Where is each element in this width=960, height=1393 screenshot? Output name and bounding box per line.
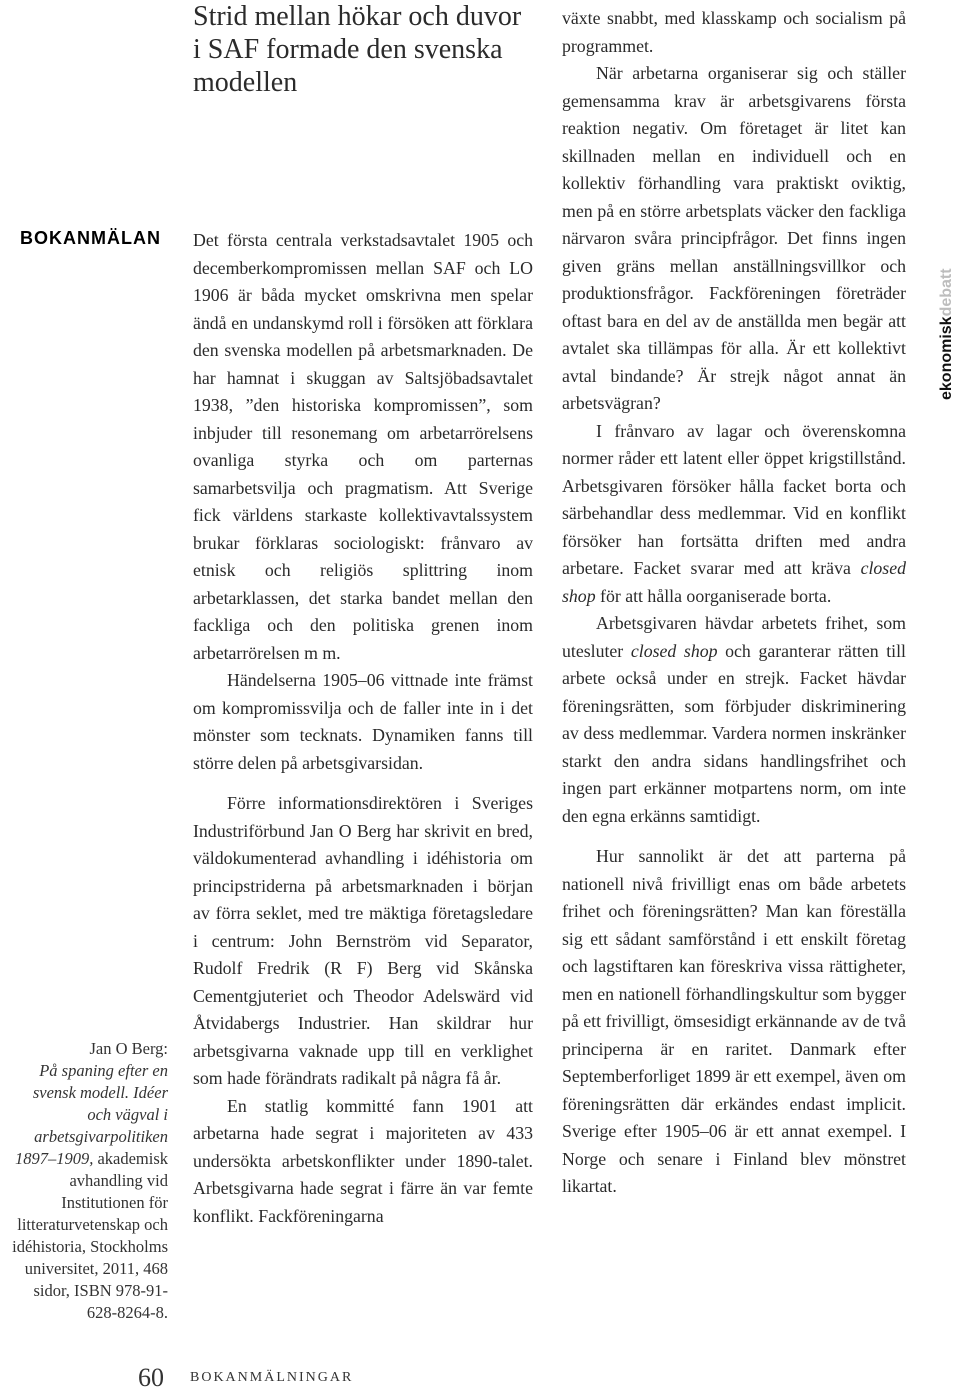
journal-brand (938, 268, 956, 400)
emphasis: closed shop (630, 640, 718, 661)
paragraph: När arbetarna organiserar sig och ställer gemensamma krav är arbetsgivarens första reaktion negativ. Om företaget är litet kan skillnaden mellan en individuell och en kollektiv förhandling vara praktiskt oviktig, men på en större arbetsplats väcker den fackliga närvaron svåra principfrågor. Det finns ingen given gräns mellan anställningsvillkor och produktionsfrågor. Fackföreningen företräder oftast bara en del av de anställda men begär att avtalet ska tillämpas för alla. Är ett kollektivt avtal bindande? Är strejk något annat än arbetsvägran? (562, 63, 906, 413)
paragraph: En statlig kommitté fann 1901 att arbetarna hade segrat i majoriteten av 433 undersökta arbetskonflikter under 1890-talet. Arbetsgivarna hade segrat i färre än var femte konflikt. Fackföreningarna (193, 1095, 533, 1226)
book-details: akademisk avhandling vid Institutionen för litteraturvetenskap och idéhistoria, Stockholms universitet, 2011, 468 sidor, ISBN 978-91-628-8264-8. (12, 1149, 168, 1322)
paragraph: växte snabbt, med klasskamp och socialism på programmet. (562, 8, 906, 56)
text-run: och garanterar rätten till arbete också under en strejk. Facket hävdar föreningsrätten, som förbjuder diskriminering av dess medlemmar. Vardera normen inskränker starkt den andra sidans handlingsfrihet och ingen part erkänner motpartens norm, om inte den egna erkänns samtidigt. (562, 640, 906, 826)
book-reference (10, 1038, 168, 1324)
paragraph: Förre informationsdirektören i Sveriges Industriförbund Jan O Berg har skrivit en bred, väldokumenterad avhandling i idéhistoria om principstriderna på arbetsmarknaden i början av förra seklet, med tre mäktiga företagsledare i centrum: John Bernström vid Separator, Rudolf Fredrik (R F) Berg vid Skånska Cementgjuteriet och Theodor Adelswärd vid Åtvidabergs Industrier. Han skildrar hur arbetsgivarna vaknade upp till en verklighet som hade förändrats radikalt på några få år. (193, 793, 533, 1088)
brand-main: ekonomisk (938, 316, 955, 400)
paragraph: Händelserna 1905–06 vittnade inte främst om kompromissvilja och de faller inte in i det mönster som tecknats. Dynamiken fanns till större delen på arbetsgivarsidan. (193, 670, 533, 773)
book-author: Jan O Berg: (89, 1039, 168, 1058)
page-footer (138, 1363, 353, 1393)
body-column-2 (562, 5, 906, 1201)
paragraph: Det första centrala verkstadsavtalet 1905 och decemberkompromissen mellan SAF och LO 1906 är båda mycket omskrivna men spelar ändå en undanskymd roll i försöken att förklara den svenska modellen på arbetsmarknaden. De har hamnat i skuggan av Saltsjöbadsavtalet 1938, ”den historiska kompromissen”, som inbjuder till resonemang om arbetarrörelsens ovanliga styrka och om parternas samarbetsvilja och pragmatism. Att Sverige fick världens starkaste kollektivavtalssystem brukar förklaras sociologiskt: frånvaro av etnisk och religiös splittring inom arbetarklassen, det starka bandet mellan den fackliga och den politiska grenen inom arbetarrörelsen m m. (193, 230, 533, 663)
paragraph: Hur sannolikt är det att parterna på nationell nivå frivilligt enas om både arbetets frihet och föreningsrätten? Man kan föreställa sig ett sådant samförstånd i ett enskilt företag och lagstiftaren kan föreskriva vissa rättigheter, men en nationell förhandlingskultur som bygger på ett frivilligt, ömsesidigt erkännande av de två principerna är en raritet. Danmark efter Septemberforliget 1899 är ett exempel, även om föreningsrätten där erkändes endast implicit. Sverige efter 1905–06 är ett annat exempel. I Norge och senare i Finland blev mönstret likartat. (562, 846, 906, 1196)
brand-sub: debatt (938, 268, 955, 317)
emphasis: closed shop (562, 558, 906, 606)
paragraph (562, 610, 906, 830)
text-run: I frånvaro av lagar och överenskomna normer råder ett latent eller öppet krigstillstånd. Arbetsgivaren försöker hålla facket borta och särbehandlar dess medlemmar. Vid en konflikt försöker han fortsätta driften med andra arbetare. Facket svarar med att kräva (562, 420, 906, 578)
text-run: för att hålla oorganiserade borta. (595, 585, 832, 606)
section-label: BOKANMÄLAN (20, 228, 161, 248)
book-title: På spaning efter en svensk modell. Idéer och vägval i arbetsgivarpolitiken 1897–1909, (14, 1061, 168, 1168)
headline: Strid mellan hökar och duvor i SAF formade den svenska modellen (193, 1, 522, 98)
page-number: 60 (138, 1363, 164, 1392)
running-foot: BOKANMÄLNINGAR (190, 1370, 354, 1385)
body-column-1 (193, 227, 533, 1230)
text-run: Arbetsgivaren hävdar arbetets frihet, som utesluter (562, 613, 906, 661)
paragraph (562, 418, 906, 611)
